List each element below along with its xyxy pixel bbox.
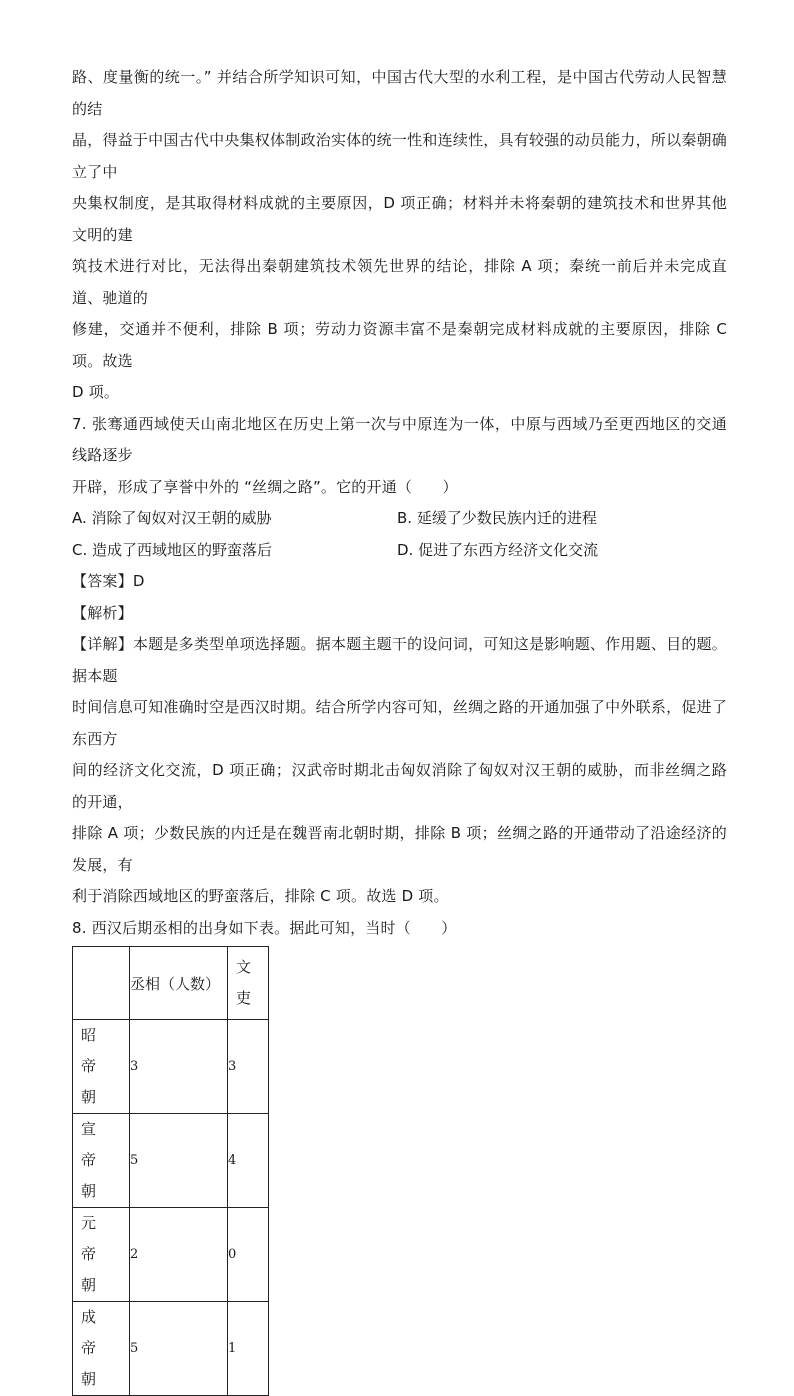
chancellor-origin-table [72, 946, 269, 1396]
answer-line [72, 566, 727, 598]
reign-cell: 元 帝 朝 [73, 1208, 130, 1302]
detail-line: 间的经济文化交流，D 项正确；汉武帝时期北击匈奴消除了匈奴对汉王朝的威胁，而非丝绸之路的开通， [72, 755, 727, 818]
text-line: 央集权制度，是其取得材料成就的主要原因，D 项正确；材料并未将秦朝的建筑技术和世界其他文明的建 [72, 188, 727, 251]
text-line: D 项。 [72, 377, 727, 409]
table-row [73, 1302, 269, 1396]
text-line: 晶，得益于中国古代中央集权体制政治实体的统一性和连续性，具有较强的动员能力，所以秦朝确立了中 [72, 125, 727, 188]
header-cell-clerks: 文 吏 [228, 947, 269, 1020]
detail-line: 利于消除西域地区的野蛮落后，排除 C 项。故选 D 项。 [72, 881, 727, 913]
table-row [73, 1020, 269, 1114]
question-stem-line: 开辟，形成了享誉中外的 “丝绸之路”。它的开通（ ） [72, 472, 727, 504]
reign-cell: 成 帝 朝 [73, 1302, 130, 1396]
clerk-count: 1 [228, 1302, 269, 1396]
question-stem-line: 7. 张骞通西域使天山南北地区在历史上第一次与中原连为一体，中原与西域乃至更西地区的交通线路逐步 [72, 409, 727, 472]
reign-cell: 昭 帝 朝 [73, 1020, 130, 1114]
detail-line: 时间信息可知准确时空是西汉时期。结合所学内容可知，丝绸之路的开通加强了中外联系，促进了东西方 [72, 692, 727, 755]
table-header-row [73, 947, 269, 1020]
option-b: B. 延缓了少数民族内迁的进程 [397, 503, 722, 535]
header-cell-chancellors: 丞相（人数） [130, 947, 228, 1020]
question-stem: 8. 西汉后期丞相的出身如下表。据此可知，当时（ ） [72, 913, 727, 945]
clerk-count: 3 [228, 1020, 269, 1114]
chancellor-count: 5 [130, 1302, 228, 1396]
text-line: 修建，交通并不便利，排除 B 项；劳动力资源丰富不是秦朝完成材料成就的主要原因，排除 C 项。故选 [72, 314, 727, 377]
document-page [72, 62, 727, 1396]
option-a: A. 消除了匈奴对汉王朝的威胁 [72, 503, 397, 535]
options-row [72, 535, 727, 567]
reign-cell: 宣 帝 朝 [73, 1114, 130, 1208]
previous-answer-explanation [72, 62, 727, 409]
table-row [73, 1114, 269, 1208]
detail-line: 【详解】本题是多类型单项选择题。据本题主题干的设问词，可知这是影响题、作用题、目的题。据本题 [72, 629, 727, 692]
text-line: 筑技术进行对比，无法得出秦朝建筑技术领先世界的结论，排除 A 项；秦统一前后并未完成直道、驰道的 [72, 251, 727, 314]
clerk-count: 4 [228, 1114, 269, 1208]
chancellor-count: 5 [130, 1114, 228, 1208]
question-7 [72, 409, 727, 913]
detail-line: 排除 A 项；少数民族的内迁是在魏晋南北朝时期，排除 B 项；丝绸之路的开通带动了沿途经济的发展，有 [72, 818, 727, 881]
chancellor-count: 3 [130, 1020, 228, 1114]
option-c: C. 造成了西域地区的野蛮落后 [72, 535, 397, 567]
answer-value: D [133, 572, 145, 590]
text-line: 路、度量衡的统一。” 并结合所学知识可知，中国古代大型的水利工程，是中国古代劳动人民智慧的结 [72, 62, 727, 125]
options-row [72, 503, 727, 535]
table-row [73, 1208, 269, 1302]
header-cell-empty [73, 947, 130, 1020]
question-8 [72, 913, 727, 1396]
answer-tag: 【答案】 [72, 572, 133, 590]
chancellor-count: 2 [130, 1208, 228, 1302]
analysis-tag: 【解析】 [72, 598, 727, 630]
clerk-count: 0 [228, 1208, 269, 1302]
option-d: D. 促进了东西方经济文化交流 [397, 535, 722, 567]
